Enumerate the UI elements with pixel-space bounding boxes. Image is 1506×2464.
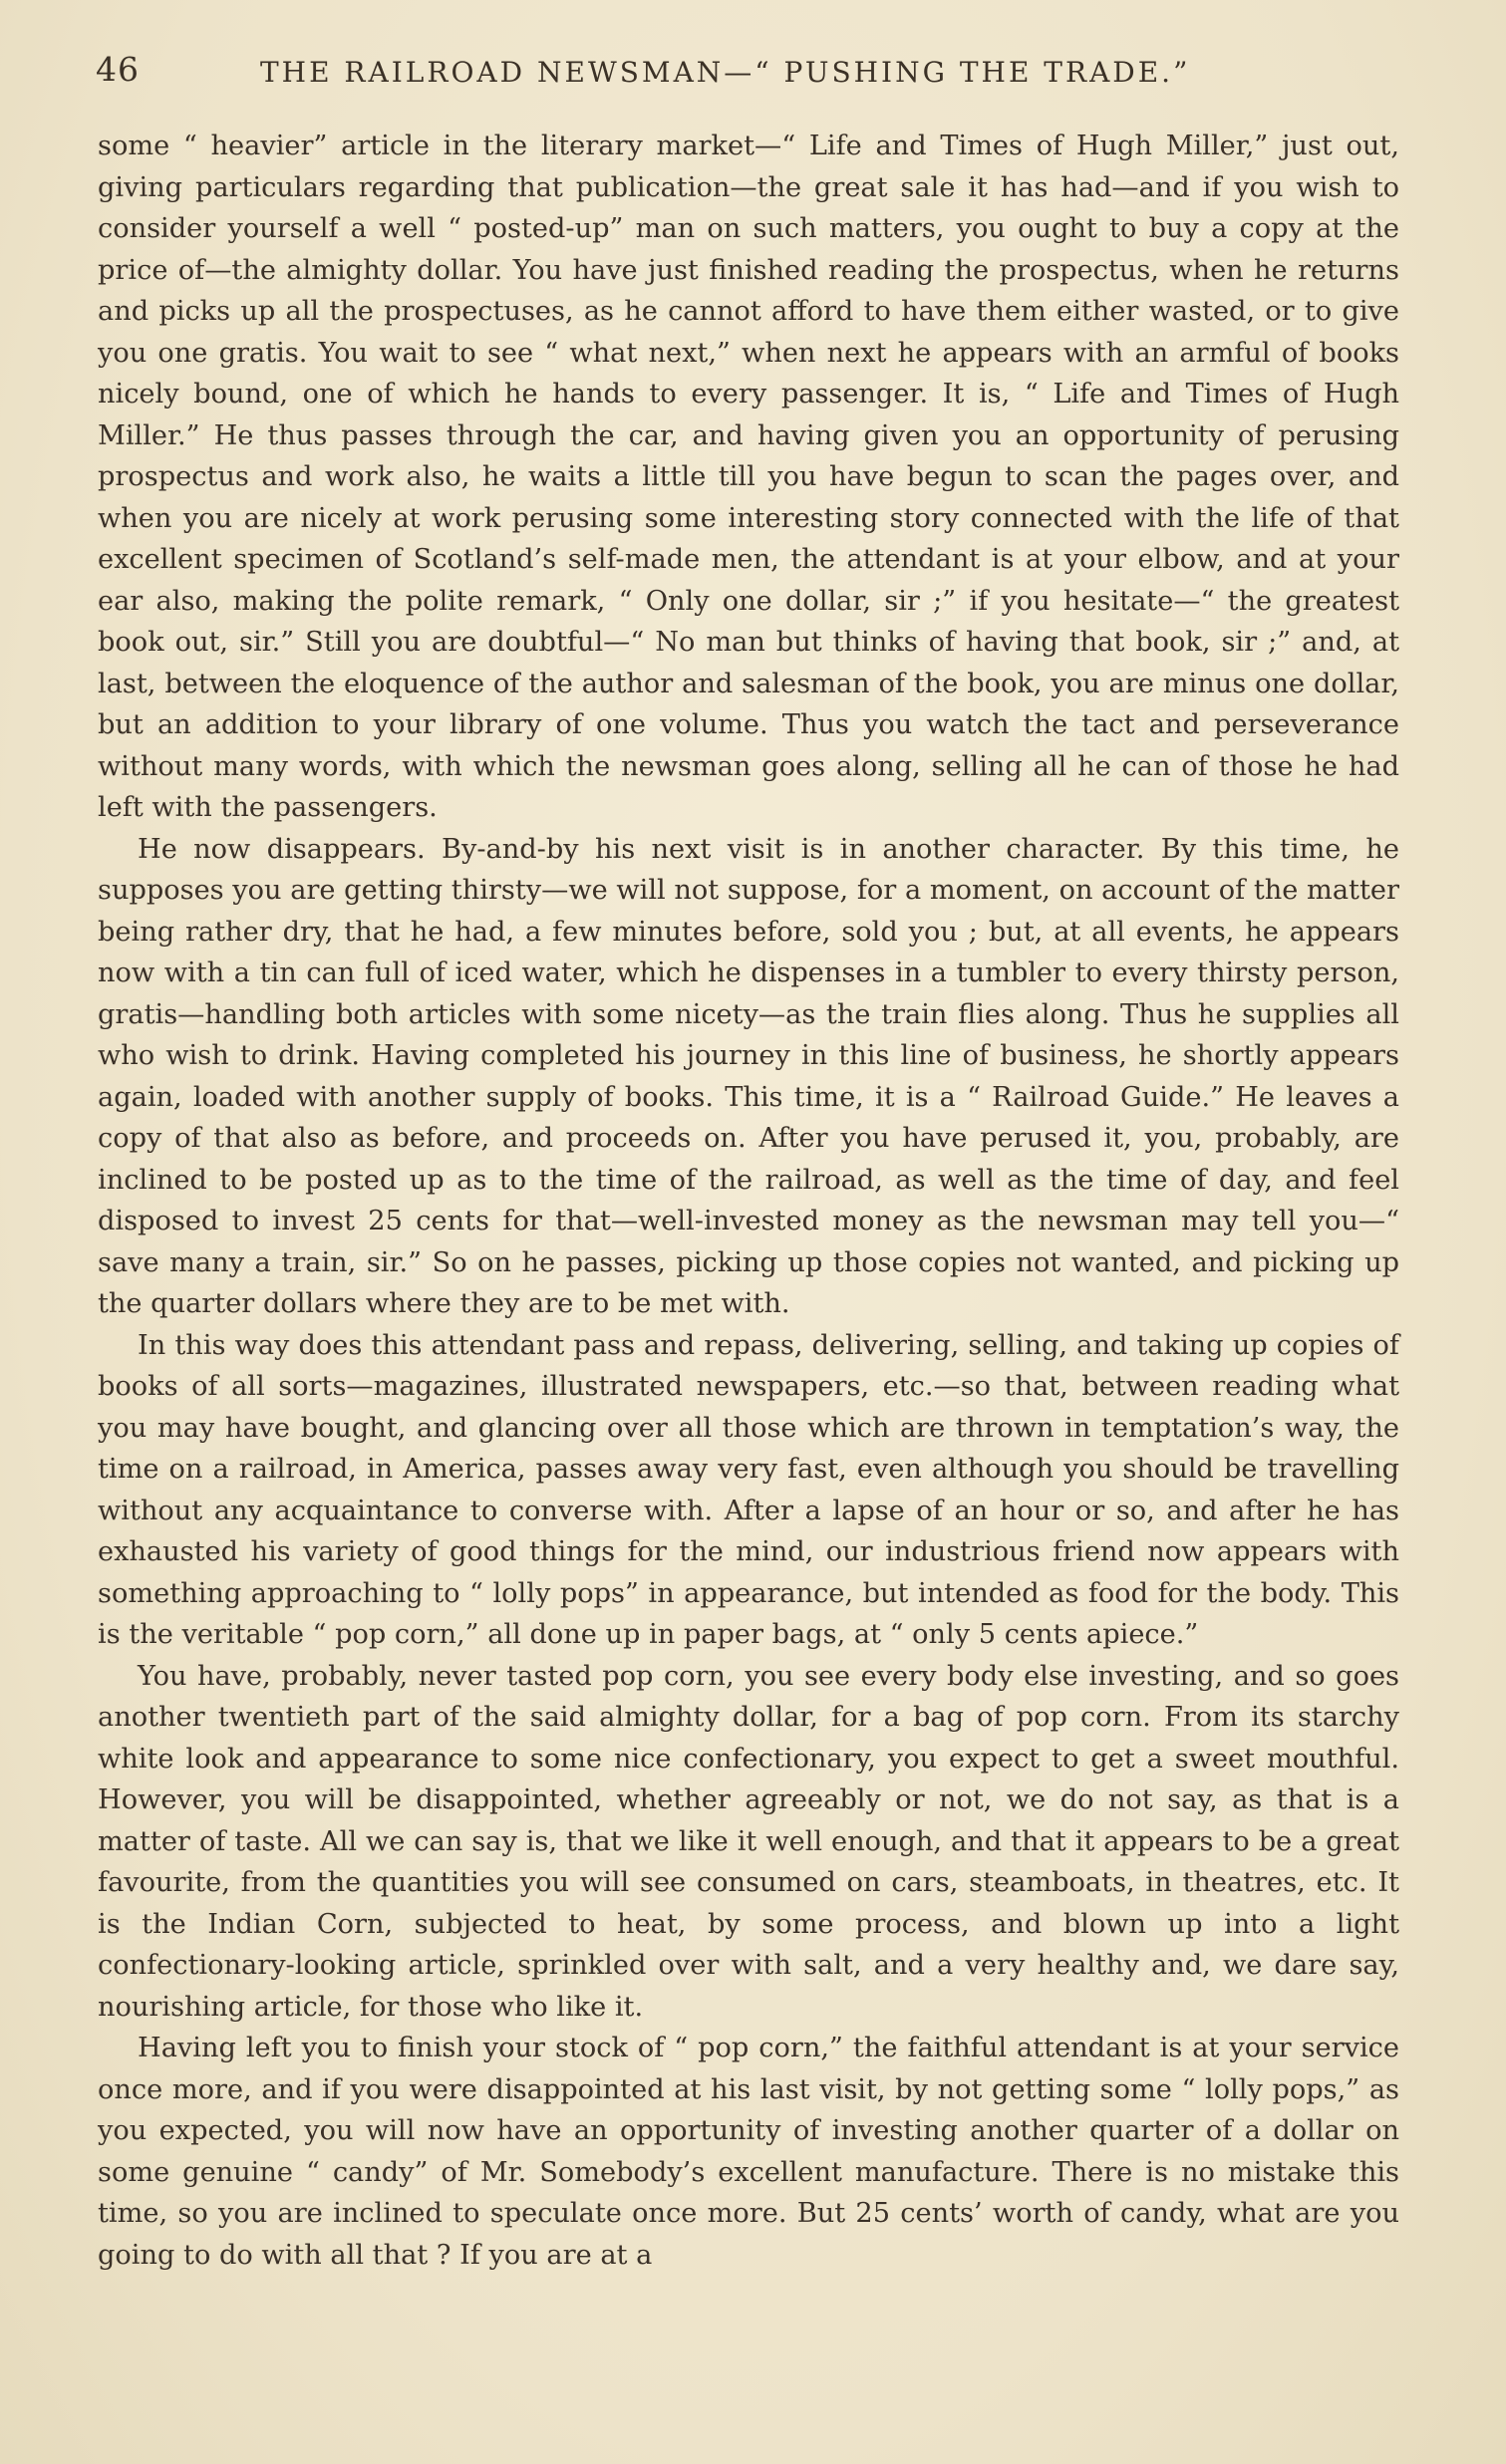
paragraph-2: He now disappears. By-and-by his next visit is in another character. By this time, he supposes you are getting thirsty—we will not suppose, for a moment, on account of the matter being rather dry, that he had, a few minutes before, sold you ; but, at all events, he appears now with a tin can full of iced water, which he dispenses in a tumbler to every thirsty person, gratis—handling both articles with some nicety—as the train flies along. Thus he supplies all who wish to drink. Having completed his journey in this line of business, he shortly appears again, loaded with another supply of books. This time, it is a “ Railroad Guide.” He leaves a copy of that also as before, and proceeds on. After you have perused it, you, probably, are inclined to be posted up as to the time of the railroad, as well as the time of day, and feel disposed to invest 25 cents for that—well-invested money as the newsman may tell you—“ save many a train, sir.” So on he passes, picking up those copies not wanted, and picking up the quarter dollars where they are to be met with. (98, 833, 1399, 1319)
running-title: THE RAILROAD NEWSMAN—“ PUSHING THE TRADE.” (260, 56, 1191, 89)
page-header (96, 44, 1411, 104)
paragraph-3: In this way does this attendant pass and repass, delivering, selling, and taking up copies of books of all sorts—magazines, illustrated newspapers, etc.—so that, between reading what you may have bought, and glancing over all those which are thrown in temptation’s way, the time on a railroad, in America, passes away very fast, even although you should be travelling without any acquaintance to converse with. After a lapse of an hour or so, and after he has exhausted his variety of good things for the mind, our industrious friend now appears with something approaching to “ lolly pops” in appearance, but intended as food for the body. This is the veritable “ pop corn,” all done up in paper bags, at “ only 5 cents apiece.” (98, 1329, 1399, 1650)
body-text (98, 126, 1399, 2276)
paragraph-4: You have, probably, never tasted pop corn, you see every body else investing, and so goes another twentieth part of the said almighty dollar, for a bag of pop corn. From its starchy white look and appearance to some nice confectionary, you expect to get a sweet mouthful. However, you will be disappointed, whether agreeably or not, we do not say, as that is a matter of taste. All we can say is, that we like it well enough, and that it appears to be a great favourite, from the quantities you will see consumed on cars, steamboats, in theatres, etc. It is the Indian Corn, subjected to heat, by some process, and blown up into a light confectionary-looking article, sprinkled over with salt, and a very healthy and, we dare say, nourishing article, for those who like it. (98, 1660, 1399, 2023)
paragraph-1: some “ heavier” article in the literary market—“ Life and Times of Hugh Miller,” just out, giving particulars regarding that publication—the great sale it has had—and if you wish to consider yourself a well “ posted-up” man on such matters, you ought to buy a copy at the price of—the almighty dollar. You have just finished reading the prospectus, when he returns and picks up all the prospectuses, as he cannot afford to have them either wasted, or to give you one gratis. You wait to see “ what next,” when next he appears with an armful of books nicely bound, one of which he hands to every passenger. It is, “ Life and Times of Hugh Miller.” He thus passes through the car, and having given you an opportunity of perusing prospectus and work also, he waits a little till you have begun to scan the pages over, and when you are nicely at work perusing some interesting story connected with the life of that excellent specimen of Scotland’s self-made men, the attendant is at your elbow, and at your ear also, making the polite remark, “ Only one dollar, sir ;” if you hesitate—“ the greatest book out, sir.” Still you are doubtful—“ No man but thinks of having that book, sir ;” and, at last, between the eloquence of the author and salesman of the book, you are minus one dollar, but an addition to your library of one volume. Thus you watch the tact and perseverance without many words, with which the newsman goes along, selling all he can of those he had left with the passengers. (98, 131, 1399, 823)
paragraph-5: Having left you to finish your stock of “ pop corn,” the faithful attendant is at your service once more, and if you were disappointed at his last visit, by not getting some “ lolly pops,” as you expected, you will now have an opportunity of investing another quarter of a dollar on some genuine “ candy” of Mr. Somebody’s excellent manufacture. There is no mistake this time, so you are inclined to speculate once more. But 25 cents’ worth of candy, what are you going to do with all that ? If you are at a (98, 2033, 1399, 2271)
page-number: 46 (96, 50, 140, 89)
